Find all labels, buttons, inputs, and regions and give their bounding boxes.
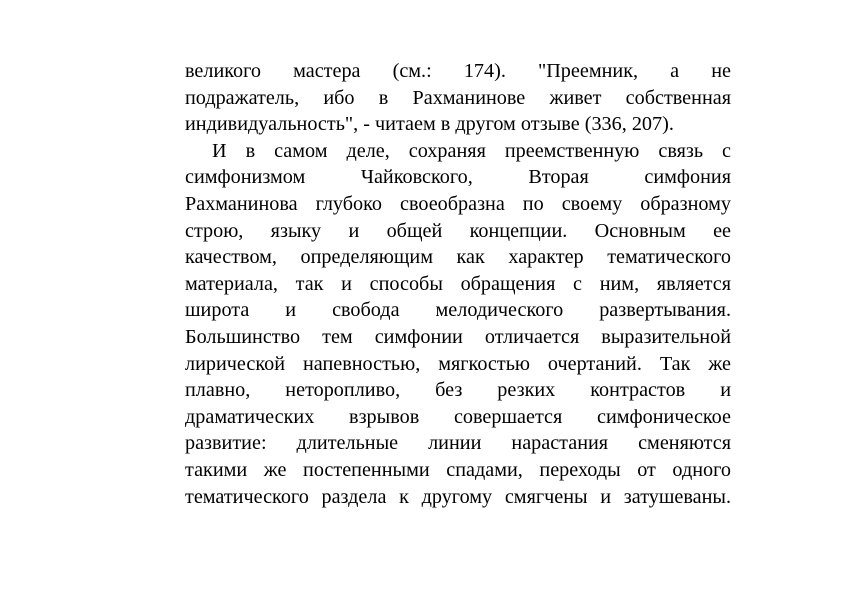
text-line: драматических взрывов совершается симфоническое [185, 405, 731, 428]
text-line: строю, языку и общей концепции. Основным ее [185, 219, 731, 242]
paragraph-2 [185, 138, 731, 510]
text-line: тематического раздела к другому смягчены и затушеваны. [185, 485, 731, 508]
text-line: Большинство тем симфонии отличается выразительной [185, 325, 731, 348]
text-line: широта и свобода мелодического развертывания. [185, 299, 731, 322]
text-line: такими же постепенными спадами, переходы от одного [185, 458, 731, 481]
text-line: индивидуальность", - читаем в другом отзыве (336, 207). [185, 113, 674, 136]
text-block [185, 58, 731, 510]
text-line: развитие: длительные линии нарастания сменяются [185, 432, 731, 455]
paragraph-1 [185, 58, 731, 138]
text-line: подражатель, ибо в Рахманинове живет собственная [185, 86, 731, 109]
text-line: И в самом деле, сохраняя преемственную связь с [212, 139, 731, 162]
text-line: материала, так и способы обращения с ним, является [185, 272, 731, 295]
text-line: плавно, неторопливо, без резких контрастов и [185, 379, 731, 402]
text-line: Рахманинова глубоко своеобразна по своему образному [185, 192, 731, 215]
text-line: лирической напевностью, мягкостью очертаний. Так же [185, 352, 731, 375]
text-line: качеством, определяющим как характер тематического [185, 246, 731, 269]
text-line: симфонизмом Чайковского, Вторая симфония [185, 166, 731, 189]
text-line: великого мастера (см.: 174). "Преемник, а не [185, 60, 731, 82]
